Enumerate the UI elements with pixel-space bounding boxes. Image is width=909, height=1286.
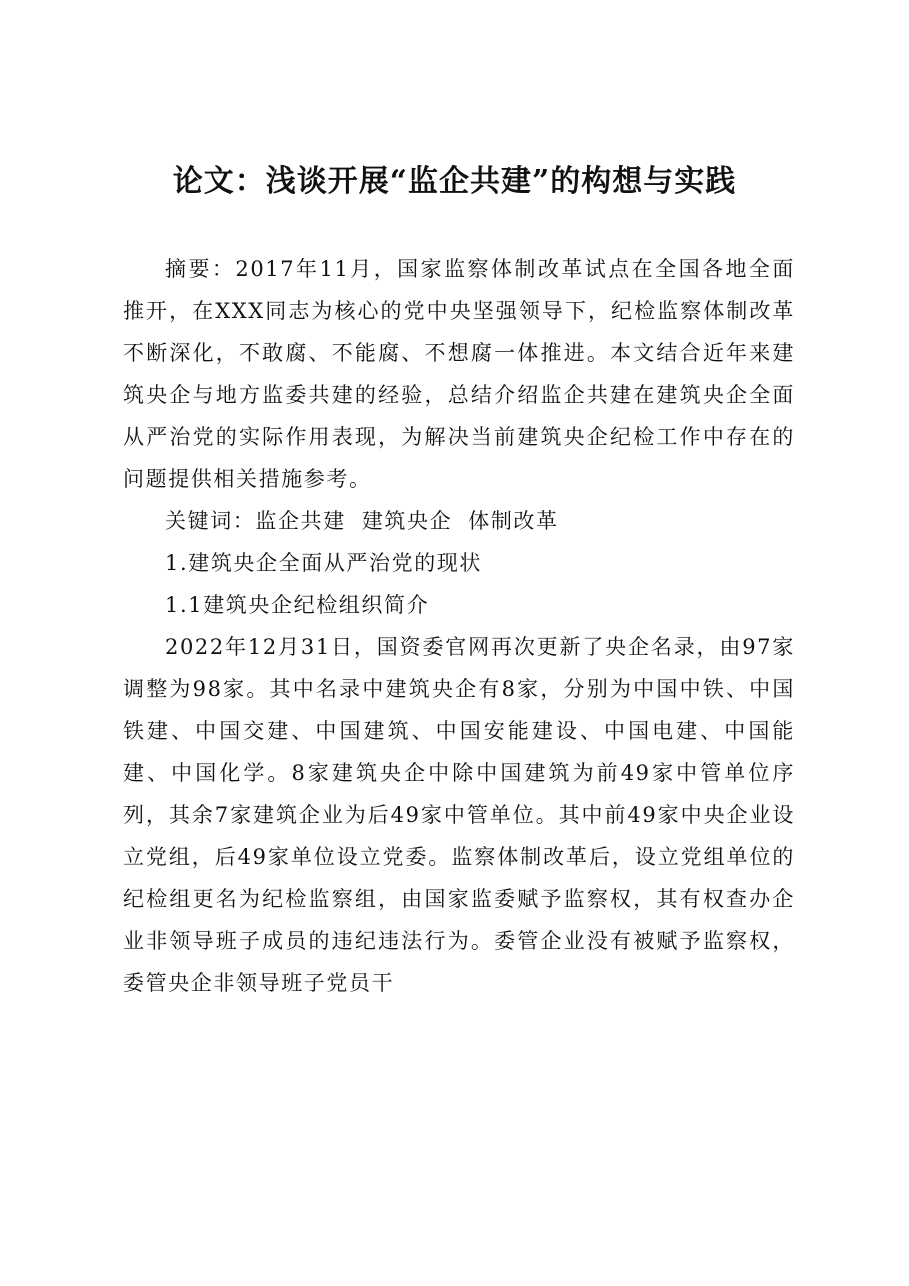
keywords-line [123, 500, 795, 542]
body-paragraph: 2022年12月31日，国资委官网再次更新了央企名录，由97家调整为98家。其中名录中建筑央企有8家，分别为中国中铁、中国铁建、中国交建、中国建筑、中国安能建设、中国电建、中国能建、中国化学。8家建筑央企中除中国建筑为前49家中管单位序列，其余7家建筑企业为后49家中管单位。其中前49家中央企业设立党组，后49家单位设立党委。监察体制改革后，设立党组单位的纪检组更名为纪检监察组，由国家监委赋予监察权，其有权查办企业非领导班子成员的违纪违法行为。委管企业没有被赋予监察权，委管央企非领导班子党员干 [123, 635, 795, 995]
document-body [123, 248, 795, 1004]
keyword-item: 体制改革 [468, 509, 559, 533]
document-title: 论文：浅谈开展“监企共建”的构想与实践 [172, 164, 737, 199]
keywords-label: 关键词： [165, 509, 256, 533]
keyword-item: 监企共建 [255, 509, 346, 533]
subsection-heading: 1.1建筑央企纪检组织简介 [165, 593, 430, 617]
abstract-paragraph: 摘要：2017年11月，国家监察体制改革试点在全国各地全面推开，在XXX同志为核心的党中央坚强领导下，纪检监察体制改革不断深化，不敢腐、不能腐、不想腐一体推进。本文结合近年来建筑央企与地方监委共建的经验，总结介绍监企共建在建筑央企全面从严治党的实际作用表现，为解决当前建筑央企纪检工作中存在的问题提供相关措施参考。 [123, 257, 795, 491]
section-heading: 1.建筑央企全面从严治党的现状 [165, 551, 483, 575]
keyword-item: 建筑央企 [361, 509, 453, 533]
